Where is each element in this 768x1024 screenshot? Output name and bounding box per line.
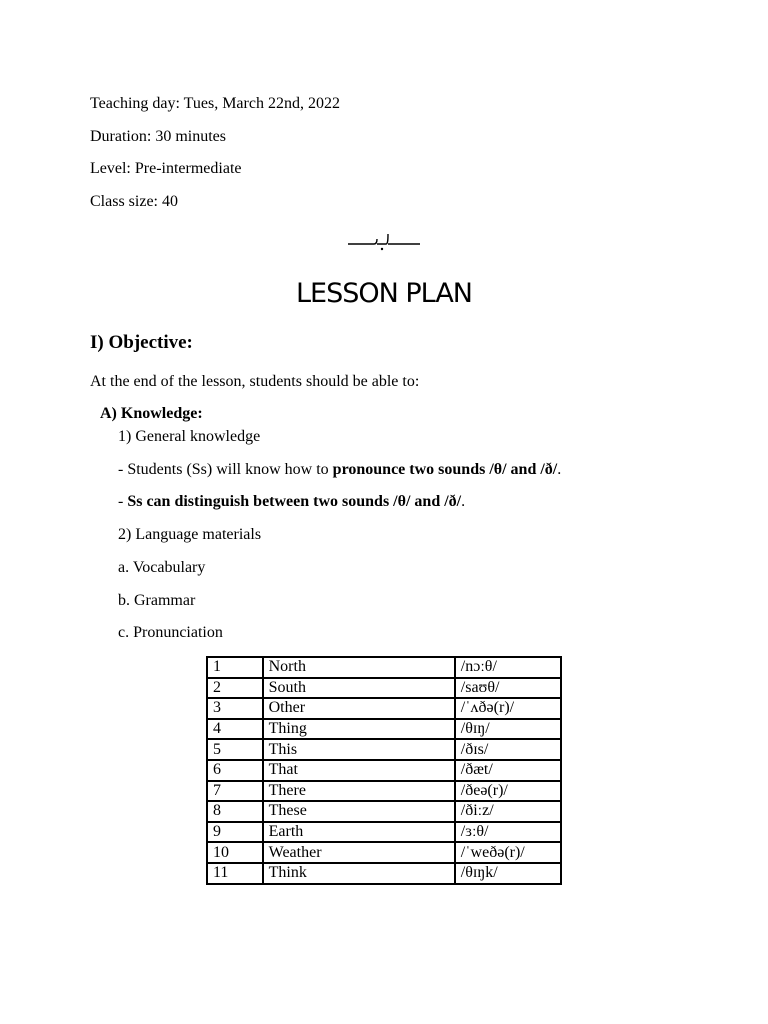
class-size: Class size: 40	[90, 193, 178, 210]
knowledge-heading: A) Knowledge:	[100, 405, 203, 422]
table-row	[207, 822, 561, 843]
row-word: Earth	[263, 822, 455, 843]
duration: Duration: 30 minutes	[90, 128, 226, 145]
row-word: This	[263, 739, 455, 760]
row-ipa: /ˈweðə(r)/	[455, 842, 561, 863]
row-ipa: /nɔːθ/	[455, 657, 561, 678]
row-ipa: /ðɪs/	[455, 739, 561, 760]
table-row	[207, 678, 561, 699]
objective-heading: I) Objective:	[90, 332, 193, 353]
row-word: That	[263, 760, 455, 781]
knowledge-point-1-prefix: - Students (Ss) will know how to	[118, 461, 333, 478]
table-row	[207, 781, 561, 802]
table-row	[207, 698, 561, 719]
row-number: 5	[207, 739, 263, 760]
page-title: LESSON PLAN	[295, 278, 473, 309]
table-row	[207, 842, 561, 863]
row-word: Think	[263, 863, 455, 884]
table-row	[207, 760, 561, 781]
row-ipa: /saʊθ/	[455, 678, 561, 699]
row-number: 4	[207, 719, 263, 740]
knowledge-point-2-suffix: .	[461, 493, 466, 510]
row-word: South	[263, 678, 455, 699]
knowledge-point-1-suffix: .	[557, 461, 562, 478]
general-knowledge: 1) General knowledge	[118, 428, 261, 445]
knowledge-point-2-prefix: -	[118, 493, 128, 510]
pronunciation-table	[206, 656, 562, 885]
row-number: 2	[207, 678, 263, 699]
row-ipa: /θɪŋ/	[455, 719, 561, 740]
row-word: There	[263, 781, 455, 802]
knowledge-point-1-bold: pronounce two sounds /θ/ and /ð/	[332, 461, 558, 478]
row-number: 9	[207, 822, 263, 843]
vocabulary-item: a. Vocabulary	[118, 559, 206, 576]
decorative-divider-icon	[346, 228, 422, 252]
row-ipa: /ɜːθ/	[455, 822, 561, 843]
pronunciation-item: c. Pronunciation	[118, 624, 223, 641]
row-word: These	[263, 801, 455, 822]
row-number: 7	[207, 781, 263, 802]
table-row	[207, 719, 561, 740]
table-row	[207, 801, 561, 822]
row-ipa: /ˈʌðə(r)/	[455, 698, 561, 719]
row-number: 6	[207, 760, 263, 781]
row-word: North	[263, 657, 455, 678]
table-row	[207, 863, 561, 884]
knowledge-point-2	[118, 492, 465, 512]
row-ipa: /ðiːz/	[455, 801, 561, 822]
row-number: 11	[207, 863, 263, 884]
language-materials: 2) Language materials	[118, 526, 262, 543]
row-number: 1	[207, 657, 263, 678]
table-row	[207, 657, 561, 678]
knowledge-point-1	[118, 460, 561, 480]
row-number: 8	[207, 801, 263, 822]
grammar-item: b. Grammar	[118, 592, 196, 609]
table-row	[207, 739, 561, 760]
level: Level: Pre-intermediate	[90, 160, 242, 177]
row-word: Other	[263, 698, 455, 719]
row-ipa: /ðæt/	[455, 760, 561, 781]
row-word: Weather	[263, 842, 455, 863]
objective-intro: At the end of the lesson, students should be able to:	[90, 373, 420, 390]
row-number: 3	[207, 698, 263, 719]
row-ipa: /θɪŋk/	[455, 863, 561, 884]
row-word: Thing	[263, 719, 455, 740]
knowledge-point-2-bold: Ss can distinguish between two sounds /θ/ and /ð/	[127, 493, 462, 510]
row-ipa: /ðeə(r)/	[455, 781, 561, 802]
teaching-day: Teaching day: Tues, March 22nd, 2022	[90, 95, 340, 112]
row-number: 10	[207, 842, 263, 863]
